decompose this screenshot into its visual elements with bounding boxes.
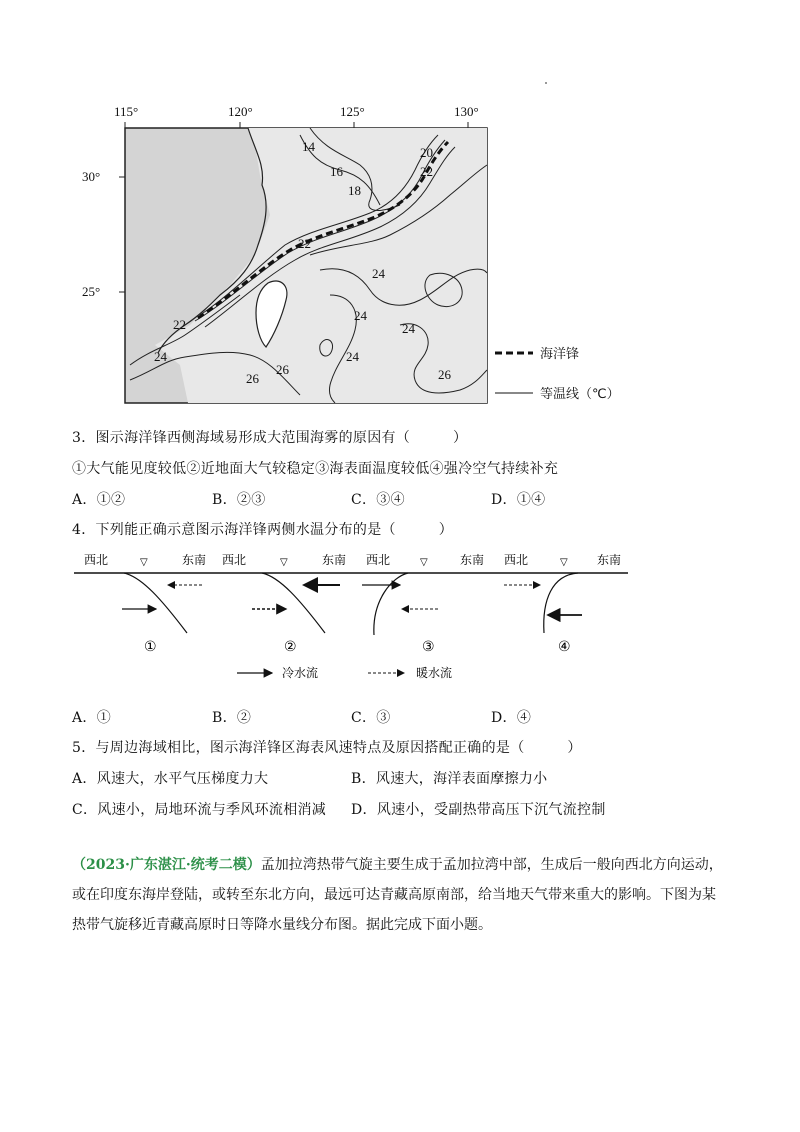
- passage: [72, 850, 732, 940]
- water-temp-diagrams: [72, 545, 642, 685]
- q3-option-b[interactable]: B．②③: [212, 492, 266, 508]
- passage-line-1: 孟加拉湾热带气旋主要生成于孟加拉湾中部，生成后一般向西北方向运动，: [260, 857, 723, 873]
- svg-text:西北: 西北: [366, 553, 391, 567]
- q4-option-b[interactable]: B．②: [212, 710, 252, 726]
- passage-source: （2023·广东湛江·统考二模）: [72, 857, 261, 873]
- isotherm-label: 22: [173, 317, 186, 332]
- svg-text:西北: 西北: [504, 553, 529, 567]
- lon-label-125: 125°: [340, 104, 365, 119]
- svg-text:东南: 东南: [182, 553, 207, 567]
- lat-label-25: 25°: [82, 284, 101, 299]
- legend-cold-flow: 冷水流: [282, 666, 319, 680]
- isotherm-label: 22: [298, 236, 311, 251]
- diagram-2: [222, 552, 346, 655]
- sea-front-map: [70, 95, 650, 415]
- q5-option-a[interactable]: A．风速大，水平气压梯度力大: [72, 771, 269, 787]
- speck: [545, 82, 547, 84]
- q3-option-c[interactable]: C．③④: [351, 492, 405, 508]
- q3-option-a[interactable]: A．①②: [72, 492, 126, 508]
- q3-option-d[interactable]: D．①④: [491, 492, 546, 508]
- isotherm-label: 14: [302, 139, 315, 154]
- svg-text:东南: 东南: [460, 553, 485, 567]
- isotherm-label: 20: [420, 145, 433, 160]
- q4-option-c[interactable]: C．③: [351, 710, 391, 726]
- diagram-3: [362, 552, 484, 655]
- isotherm-label: 24: [154, 349, 167, 364]
- lon-label-115: 115°: [114, 104, 139, 119]
- svg-text:▽: ▽: [420, 557, 428, 568]
- svg-text:西北: 西北: [222, 553, 247, 567]
- isotherm-label: 24: [346, 349, 359, 364]
- svg-text:②: ②: [284, 639, 297, 655]
- isotherm-label: 26: [276, 362, 289, 377]
- svg-text:西北: 西北: [84, 553, 109, 567]
- svg-text:▽: ▽: [560, 557, 568, 568]
- legend-warm-flow: 暖水流: [416, 666, 453, 680]
- q3-stem: 3．图示海洋锋西侧海域易形成大范围海雾的原因有（ ）: [72, 430, 468, 446]
- svg-text:③: ③: [422, 639, 435, 655]
- legend-front-label: 海洋锋: [540, 347, 580, 362]
- q5-stem: 5．与周边海域相比，图示海洋锋区海表风速特点及原因搭配正确的是（ ）: [72, 740, 582, 756]
- passage-line-2: 或在印度东海岸登陆，或转至东北方向，最远可达青藏高原南部，给当地天气带来重大的影响。下图为某: [72, 887, 716, 903]
- isotherm-label: 22: [420, 164, 433, 179]
- diagram-4: [504, 552, 621, 655]
- legend-isotherm-label: 等温线（℃）: [540, 387, 620, 402]
- svg-text:▽: ▽: [280, 557, 288, 568]
- isotherm-label: 24: [372, 266, 385, 281]
- q5-option-b[interactable]: B．风速大，海洋表面摩擦力小: [351, 771, 548, 787]
- isotherm-label: 18: [348, 183, 361, 198]
- q5-option-d[interactable]: D．风速小，受副热带高压下沉气流控制: [351, 802, 606, 818]
- passage-line-3: 热带气旋移近青藏高原时日等降水量线分布图。据此完成下面小题。: [72, 917, 492, 933]
- svg-text:东南: 东南: [597, 553, 622, 567]
- svg-text:①: ①: [144, 639, 157, 655]
- svg-text:▽: ▽: [140, 557, 148, 568]
- isotherm-label: 24: [402, 321, 415, 336]
- isotherm-label: 24: [354, 308, 367, 323]
- q3-statements: ①大气能见度较低②近地面大气较稳定③海表面温度较低④强冷空气持续补充: [72, 461, 559, 477]
- map-figure: [70, 95, 650, 415]
- lon-label-130: 130°: [454, 104, 479, 119]
- diagram-1: [84, 552, 206, 655]
- q4-stem: 4．下列能正确示意图示海洋锋两侧水温分布的是（ ）: [72, 522, 454, 538]
- lon-label-120: 120°: [228, 104, 253, 119]
- isotherm-label: 26: [438, 367, 451, 382]
- svg-text:④: ④: [558, 639, 571, 655]
- q4-option-d[interactable]: D．④: [491, 710, 532, 726]
- q4-option-a[interactable]: A．①: [72, 710, 112, 726]
- q5-option-c[interactable]: C．风速小，局地环流与季风环流相消减: [72, 802, 327, 818]
- isotherm-label: 26: [246, 371, 259, 386]
- svg-text:东南: 东南: [322, 553, 347, 567]
- lat-label-30: 30°: [82, 169, 101, 184]
- isotherm-label: 16: [330, 164, 343, 179]
